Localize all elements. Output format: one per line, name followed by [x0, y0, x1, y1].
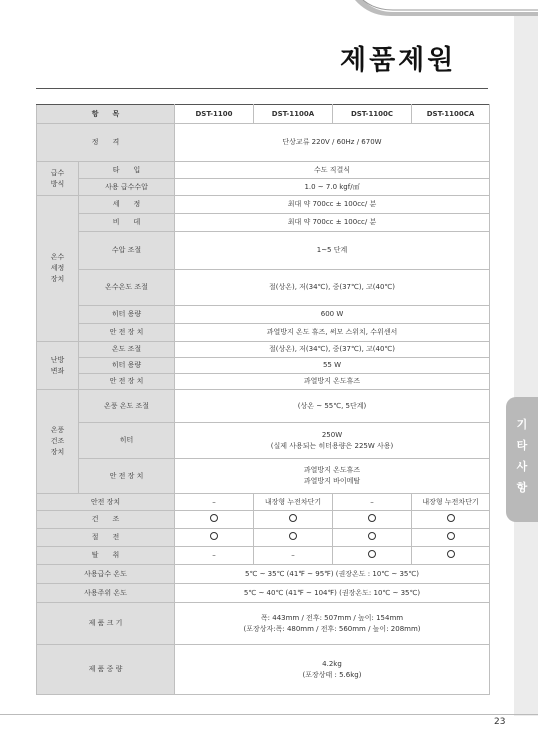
- table-row: [37, 565, 490, 584]
- table-row: [37, 459, 490, 494]
- row-value: 단상교류 220V / 60Hz / 670W: [175, 124, 490, 162]
- table-row: [37, 374, 490, 390]
- row-value-multiline: [175, 459, 490, 494]
- group-label: 온수 세정 장치: [37, 196, 79, 342]
- table-row: [37, 511, 490, 529]
- model-mark: [175, 511, 254, 529]
- table-row: [37, 390, 490, 423]
- row-label: 온풍 온도 조절: [79, 390, 175, 423]
- title-rule: [36, 88, 488, 89]
- row-value: 600 W: [175, 306, 490, 324]
- table-row: [37, 529, 490, 547]
- table-row: [37, 584, 490, 603]
- circle-icon: [447, 514, 455, 522]
- circle-icon: [210, 514, 218, 522]
- side-category-tab: [506, 397, 538, 522]
- row-value-multiline: [175, 645, 490, 695]
- row-value: 5℃ ~ 35℃ (41℉ ~ 95℉) (권장온도 : 10℃ ~ 35℃): [175, 565, 490, 584]
- model-mark: [254, 529, 333, 547]
- header-model: DST-1100: [175, 105, 254, 124]
- row-value: 1.0 ~ 7.0 kgf/㎠: [175, 179, 490, 196]
- circle-icon: [289, 532, 297, 540]
- table-row: [37, 423, 490, 459]
- row-label: 사용주위 온도: [37, 584, 175, 603]
- row-label: 탈 취: [37, 547, 175, 565]
- row-label: 안 전 장 치: [79, 324, 175, 342]
- row-label: 사용급수 온도: [37, 565, 175, 584]
- top-corner-tab: [355, 0, 538, 16]
- model-mark: [175, 529, 254, 547]
- header-model: DST-1100CA: [412, 105, 490, 124]
- row-label: 안전 장치: [37, 494, 175, 511]
- side-tab-char: 타: [516, 439, 528, 452]
- footer-rule: [0, 714, 538, 715]
- row-value: 최대 약 700cc ± 100cc/ 분: [175, 214, 490, 232]
- circle-icon: [289, 514, 297, 522]
- table-row: [37, 603, 490, 645]
- table-row: [37, 232, 490, 270]
- model-mark: [412, 529, 490, 547]
- model-mark: [333, 529, 412, 547]
- row-value-multiline: [175, 603, 490, 645]
- side-tab-char: 기: [516, 418, 528, 431]
- row-value: 55 W: [175, 358, 490, 374]
- row-label: 제 품 크 기: [37, 603, 175, 645]
- table-row: [37, 196, 490, 214]
- model-mark: [254, 511, 333, 529]
- row-label: 히터 용량: [79, 306, 175, 324]
- side-strip: [514, 16, 538, 716]
- model-mark: [412, 547, 490, 565]
- circle-icon: [368, 532, 376, 540]
- row-label: 안 전 장 치: [79, 374, 175, 390]
- model-value: –: [175, 494, 254, 511]
- table-row: [37, 214, 490, 232]
- row-label: 사용 급수수압: [79, 179, 175, 196]
- row-value: 수도 직결식: [175, 162, 490, 179]
- row-label: 안 전 장 치: [79, 459, 175, 494]
- table-row: [37, 124, 490, 162]
- group-label: 급수 방식: [37, 162, 79, 196]
- row-value-line: 폭: 443mm / 전후: 507mm / 높이: 154mm: [260, 613, 404, 622]
- row-value: 최대 약 700cc ± 100cc/ 분: [175, 196, 490, 214]
- row-value: 절(상온), 저(34℃), 중(37℃), 고(40℃): [175, 270, 490, 306]
- row-label: 온수온도 조절: [79, 270, 175, 306]
- row-label: 비 데: [79, 214, 175, 232]
- row-label: 수압 조절: [79, 232, 175, 270]
- row-label: 정 격: [37, 124, 175, 162]
- table-row: [37, 494, 490, 511]
- table-row: [37, 645, 490, 695]
- row-value: 절(상온), 저(34℃), 중(37℃), 고(40℃): [175, 342, 490, 358]
- table-row: [37, 547, 490, 565]
- row-label: 히터 용량: [79, 358, 175, 374]
- model-value: 내장형 누전차단기: [412, 494, 490, 511]
- row-value: 과열방지 온도 휴즈, 써모 스위치, 수위센서: [175, 324, 490, 342]
- row-label: 온도 조절: [79, 342, 175, 358]
- row-value: 5℃ ~ 40℃ (41℉ ~ 104℉) (권장온도: 10℃ ~ 35℃): [175, 584, 490, 603]
- model-mark: –: [175, 547, 254, 565]
- row-value-line: (포장상자:폭: 480mm / 전후: 560mm / 높이: 208mm): [243, 624, 421, 633]
- row-value-multiline: [175, 423, 490, 459]
- page-title: 제품제원: [340, 45, 457, 76]
- row-value-line: (실제 사용되는 히터용량은 225W 사용): [270, 441, 394, 450]
- row-label: 타 입: [79, 162, 175, 179]
- table-row: [37, 306, 490, 324]
- header-model: DST-1100C: [333, 105, 412, 124]
- spec-table: [36, 104, 490, 695]
- circle-icon: [368, 550, 376, 558]
- group-label: 난방 변좌: [37, 342, 79, 390]
- header-item: 항 목: [37, 105, 175, 124]
- header-model: DST-1100A: [254, 105, 333, 124]
- model-mark: –: [254, 547, 333, 565]
- group-label: 온풍 건조 장치: [37, 390, 79, 494]
- model-value: –: [333, 494, 412, 511]
- side-tab-char: 항: [516, 481, 528, 494]
- model-mark: [333, 547, 412, 565]
- table-row: [37, 179, 490, 196]
- row-value-line: 4.2kg: [322, 659, 342, 668]
- row-value: (상온 ~ 55℃, 5단계): [175, 390, 490, 423]
- model-mark: [412, 511, 490, 529]
- row-label: 세 정: [79, 196, 175, 214]
- row-label: 절 전: [37, 529, 175, 547]
- circle-icon: [447, 532, 455, 540]
- table-row: [37, 342, 490, 358]
- model-value: 내장형 누전차단기: [254, 494, 333, 511]
- circle-icon: [368, 514, 376, 522]
- row-label: 제 품 중 량: [37, 645, 175, 695]
- model-mark: [333, 511, 412, 529]
- row-value-line: 250W: [321, 430, 343, 439]
- row-value: 과열방지 온도휴즈: [175, 374, 490, 390]
- circle-icon: [447, 550, 455, 558]
- table-row: [37, 270, 490, 306]
- table-row: [37, 162, 490, 179]
- row-label: 건 조: [37, 511, 175, 529]
- row-label: 히터: [79, 423, 175, 459]
- table-row: [37, 324, 490, 342]
- side-tab-char: 사: [516, 460, 528, 473]
- table-header-row: [37, 105, 490, 124]
- table-row: [37, 358, 490, 374]
- circle-icon: [210, 532, 218, 540]
- row-value: 1~5 단계: [175, 232, 490, 270]
- page-number: 23: [494, 717, 506, 727]
- row-value-line: 과열방지 바이메탈: [303, 477, 361, 485]
- row-value-line: (포장상태 : 5.6kg): [302, 670, 362, 679]
- row-value-line: 과열방지 온도휴즈: [303, 466, 361, 474]
